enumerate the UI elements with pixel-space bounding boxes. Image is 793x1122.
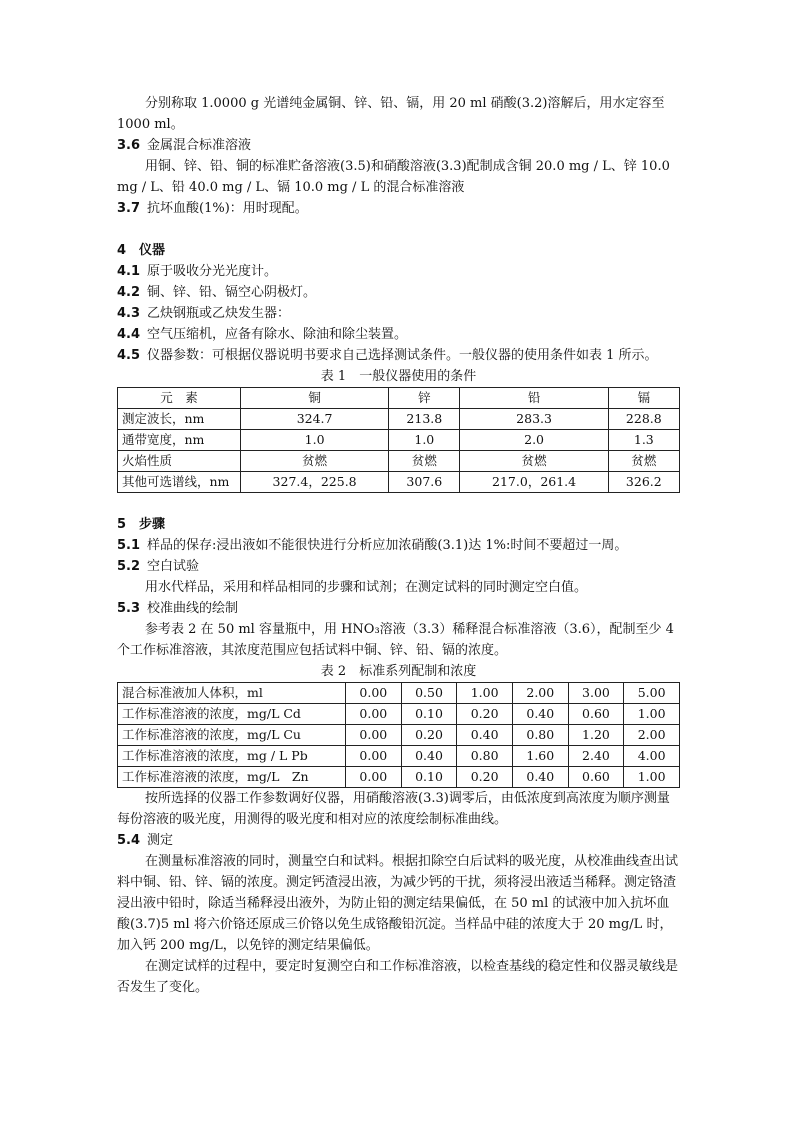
section-number: 4.5	[117, 348, 141, 363]
section-3-6-heading	[117, 135, 680, 156]
table-cell: 1.00	[457, 683, 513, 704]
table-cell: 其他可选谱线，nm	[118, 472, 241, 493]
table-row	[118, 746, 680, 767]
section-title: 校准曲线的绘制	[147, 601, 239, 616]
table-cell: 0.40	[512, 704, 568, 725]
section-4-1	[117, 261, 680, 282]
table-1-caption: 表 1 一般仪器使用的条件	[320, 369, 477, 384]
section-text: 样品的保存:浸出液如不能很快进行分析应加浓硝酸(3.1)达 1%:时间不要超过一周。	[147, 538, 628, 553]
table-cell: 0.00	[346, 746, 402, 767]
section-title: 空白试验	[147, 559, 200, 574]
table-cell: 0.20	[401, 725, 457, 746]
section-number: 3.6	[117, 138, 141, 153]
section-4-heading	[117, 240, 680, 261]
table-cell: 0.00	[346, 725, 402, 746]
table-cell: 测定波长，nm	[118, 409, 241, 430]
section-5-1	[117, 535, 680, 556]
table-cell: 0.60	[568, 704, 624, 725]
table-row	[118, 683, 680, 704]
table-cell: 贫燃	[241, 451, 389, 472]
calibration-paragraph: 按所选择的仪器工作参数调好仪器，用硝酸溶液(3.3)调零后，由低浓度到高浓度为顺序测量每份溶液的吸光度，用测得的吸光度和相对应的浓度绘制标准曲线。	[117, 791, 670, 827]
section-title: 测定	[147, 833, 174, 848]
section-4-4	[117, 324, 680, 345]
table-row	[118, 725, 680, 746]
section-text: 空气压缩机，应备有除水、除油和除尘装置。	[147, 327, 408, 342]
table-cell: 0.60	[568, 767, 624, 788]
intro-paragraph: 分别称取 1.0000 g 光谱纯金属铜、锌、铅、镉，用 20 ml 硝酸(3.2)溶解后，用水定容至 1000 ml。	[117, 96, 665, 132]
table-header-cell: 锌	[389, 388, 460, 409]
table-row	[118, 451, 680, 472]
table-cell: 1.60	[512, 746, 568, 767]
section-number: 5.3	[117, 601, 141, 616]
table-cell: 0.20	[457, 704, 513, 725]
table-row	[118, 472, 680, 493]
section-number: 3.7	[117, 201, 141, 216]
table-cell: 0.10	[401, 767, 457, 788]
section-text: 铜、锌、铅、镉空心阴极灯。	[147, 285, 317, 300]
table-2	[117, 682, 680, 788]
table-cell: 0.40	[401, 746, 457, 767]
table-cell: 0.20	[457, 767, 513, 788]
section-number: 5.4	[117, 833, 141, 848]
table-cell: 0.50	[401, 683, 457, 704]
table-cell: 0.00	[346, 683, 402, 704]
section-number: 4.2	[117, 285, 141, 300]
section-4-5	[117, 345, 680, 366]
table-header-cell: 元 素	[118, 388, 241, 409]
table-cell: 2.40	[568, 746, 624, 767]
table-cell: 217.0，261.4	[460, 472, 608, 493]
table-header-cell: 镉	[608, 388, 679, 409]
section-title: 仪器	[139, 243, 166, 258]
section-5-2-text: 用水代样品，采用和样品相同的步骤和试剂；在测定试料的同时测定空白值。	[145, 580, 588, 595]
section-number: 5.2	[117, 559, 141, 574]
section-3-7	[117, 198, 680, 219]
table-row	[118, 409, 680, 430]
table-cell: 0.80	[457, 746, 513, 767]
table-cell: 307.6	[389, 472, 460, 493]
table-cell: 工作标准溶液的浓度，mg/L Cd	[118, 704, 346, 725]
table-cell: 2.00	[624, 725, 680, 746]
table-cell: 工作标准溶液的浓度，mg/L Cu	[118, 725, 346, 746]
table-row	[118, 767, 680, 788]
section-5-3-heading	[117, 598, 680, 619]
table-2-caption: 表 2 标准系列配制和浓度	[320, 664, 477, 679]
section-number: 4.4	[117, 327, 141, 342]
table-cell: 贫燃	[389, 451, 460, 472]
table-cell: 4.00	[624, 746, 680, 767]
table-cell: 0.80	[512, 725, 568, 746]
section-number: 4.3	[117, 306, 141, 321]
section-text: 乙炔钢瓶或乙炔发生器：	[147, 306, 291, 321]
table-cell: 2.0	[460, 430, 608, 451]
section-number: 5.1	[117, 538, 141, 553]
table-cell: 混合标准液加人体积，ml	[118, 683, 346, 704]
table-row	[118, 704, 680, 725]
table-header-cell: 铅	[460, 388, 608, 409]
table-cell: 工作标准溶液的浓度，mg/L Zn	[118, 767, 346, 788]
section-title: 金属混合标准溶液	[147, 138, 252, 153]
section-text: 原于吸收分光光度计。	[147, 264, 278, 279]
table-header-row	[118, 388, 680, 409]
table-cell: 火焰性质	[118, 451, 241, 472]
table-cell: 1.3	[608, 430, 679, 451]
table-cell: 贫燃	[460, 451, 608, 472]
document-page	[117, 93, 680, 998]
section-3-6-text: 用铜、锌、铅、铜的标准贮备溶液(3.5)和硝酸溶液(3.3)配制成含铜 20.0 mg / L、锌 10.0 mg / L、铅 40.0 mg / L、镉 10.0 mg / L 的混合标准溶液	[117, 159, 670, 195]
section-title: 步骤	[139, 517, 166, 532]
table-cell: 工作标准溶液的浓度，mg / L Pb	[118, 746, 346, 767]
table-cell: 326.2	[608, 472, 679, 493]
table-cell: 213.8	[389, 409, 460, 430]
table-cell: 3.00	[568, 683, 624, 704]
final-paragraph: 在测定试样的过程中，要定时复测空白和工作标准溶液，以检查基线的稳定性和仪器灵敏线是否发生了变化。	[117, 959, 679, 995]
table-cell: 1.0	[241, 430, 389, 451]
section-text: 仪器参数：可根据仪器说明书要求自己选择测试条件。一般仪器的使用条件如表 1 所示。	[147, 348, 658, 363]
table-cell: 1.20	[568, 725, 624, 746]
section-5-2-heading	[117, 556, 680, 577]
table-cell: 0.10	[401, 704, 457, 725]
section-number: 4.1	[117, 264, 141, 279]
section-text: 抗坏血酸(1%)：用时现配。	[147, 201, 308, 216]
table-cell: 324.7	[241, 409, 389, 430]
section-4-2	[117, 282, 680, 303]
table-cell: 0.00	[346, 767, 402, 788]
section-5-heading	[117, 514, 680, 535]
table-cell: 0.00	[346, 704, 402, 725]
table-1	[117, 387, 680, 493]
section-number: 5	[117, 517, 127, 532]
table-cell: 通带宽度，nm	[118, 430, 241, 451]
section-5-3-text: 参考表 2 在 50 ml 容量瓶中，用 HNO₃溶液（3.3）稀释混合标准溶液（3.6），配制至少 4 个工作标准溶液，其浓度范围应包括试料中铜、锌、铅、镉的浓度。	[117, 622, 674, 658]
table-cell: 1.00	[624, 767, 680, 788]
table-cell: 1.0	[389, 430, 460, 451]
section-5-4-text: 在测量标准溶液的同时，测量空白和试料。根据扣除空白后试料的吸光度，从校准曲线查出试料中铜、铅、锌、镉的浓度。测定钙渣浸出液，为减少钙的干扰，须将浸出液适当稀释。测定铬渣浸出液中铅时，除适当稀释浸出液外，为防止铅的测定结果偏低，在 50 ml 的试液中加入抗坏血酸(3.7)5 ml 将六价铬还原成三价铬以免生成铬酸铅沉淀。当样品中硅的浓度大于 20 mg/L 时，加入钙 200 mg/L，以免锌的测定结果偏低。	[117, 854, 679, 953]
section-4-3	[117, 303, 680, 324]
table-cell: 327.4，225.8	[241, 472, 389, 493]
table-cell: 2.00	[512, 683, 568, 704]
table-row	[118, 430, 680, 451]
table-cell: 0.40	[512, 767, 568, 788]
table-cell: 贫燃	[608, 451, 679, 472]
section-5-4-heading	[117, 830, 680, 851]
table-cell: 0.40	[457, 725, 513, 746]
table-cell: 1.00	[624, 704, 680, 725]
table-header-cell: 铜	[241, 388, 389, 409]
table-cell: 228.8	[608, 409, 679, 430]
table-cell: 5.00	[624, 683, 680, 704]
table-cell: 283.3	[460, 409, 608, 430]
section-number: 4	[117, 243, 127, 258]
